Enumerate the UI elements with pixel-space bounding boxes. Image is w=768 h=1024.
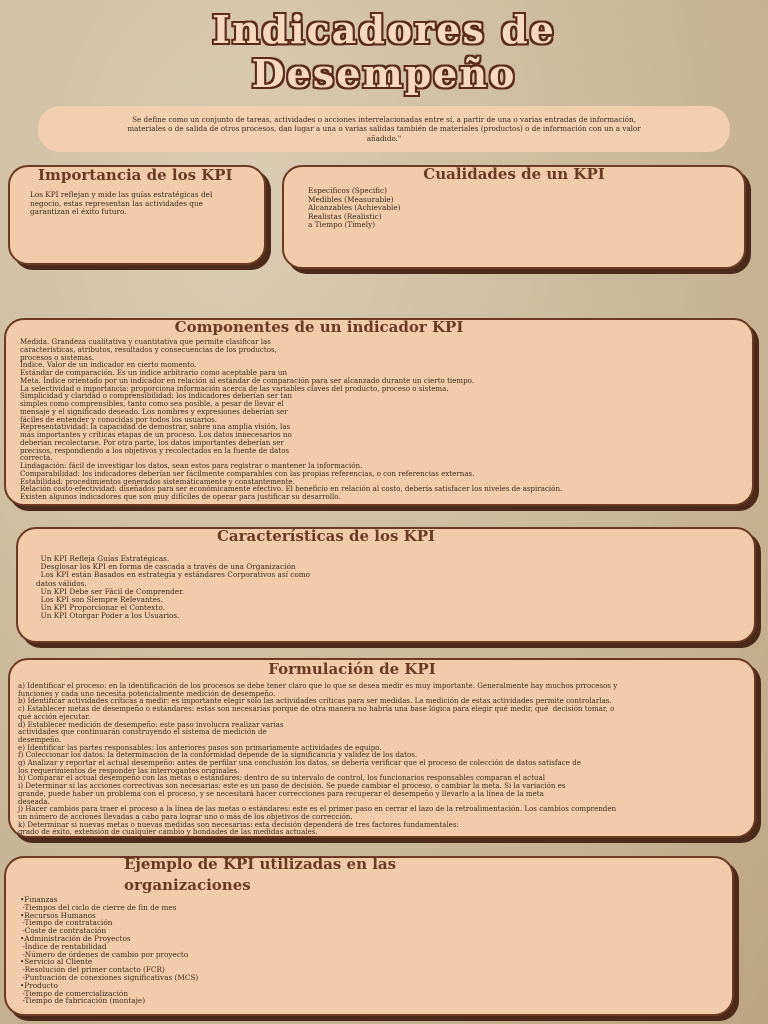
cualidad-item: Medibles (Measurable) xyxy=(308,194,394,204)
title-line-2: Desempeño xyxy=(251,51,517,96)
importancia-box xyxy=(8,165,266,265)
cualidades-list xyxy=(284,183,744,230)
caracteristicas-title: Características de los KPI xyxy=(216,527,436,545)
componente-line: más importantes y críticas etapas de un proceso. Los datos innecesarios no xyxy=(20,430,292,439)
importancia-text: Los KPI reflejan y mide las guías estratégicas del negocio, estas representan las actividades que garantizan el éxito futuro. xyxy=(30,190,213,217)
componentes-title: Componentes de un indicador KPI xyxy=(174,318,464,336)
caracteristica-line: Un KPI Debe ser Fácil de Comprender. xyxy=(36,586,185,596)
componente-line: Relación costo-efectividad: diseñados para ser económicamente efectivo. El beneficio en relación al costo, debería satisfacer los niveles de aspiración. xyxy=(20,484,563,494)
ejemplo-line: •Servicio al Cliente xyxy=(20,957,93,967)
formulacion-line: g) Analizar y reportar el actual desempeño: antes de perfilar una conclusión los datos, se debería verificar que el proceso de colección de datos satisface de xyxy=(18,758,581,768)
ejemplo-line: •Producto xyxy=(20,980,58,990)
ejemplo-line: -Tiempos del ciclo de cierre de fin de mes xyxy=(20,902,177,912)
caracteristica-line: datos válidos. xyxy=(36,578,87,588)
ejemplo-line: •Recursos Humanos xyxy=(20,910,96,920)
formulacion-box xyxy=(8,658,756,838)
ejemplo-line: -Número de órdenes de cambio por proyecto xyxy=(20,949,189,959)
formulacion-line: j) Hacer cambios para traer el proceso a la línea de las metas o estándares: este es el primer paso en cerrar el lazo de la retroalimentación. Los cambios comprenden xyxy=(18,804,617,814)
intro-box xyxy=(38,106,730,152)
ejemplo-line: -Coste de contratación xyxy=(20,926,107,936)
componentes-box xyxy=(4,318,754,506)
formulacion-line: k) Determinar si nuevas metas o nuevas medidas son necesarias: esta decisión dependerá de tres factores fundamentales: xyxy=(18,819,459,829)
formulacion-line: d) Establecer medición de desempeño: este paso involucra realizar varias xyxy=(18,719,284,729)
ejemplo-line: -Índice de rentabilidad xyxy=(20,941,107,951)
formulacion-line: a) Identificar el proceso: en la identificación de los procesos se debe tener claro que lo que se desea medir es muy importante. Generalmente hay muchos prrocesos y xyxy=(18,681,618,690)
caracteristicas-text xyxy=(18,545,754,621)
ejemplo-box xyxy=(4,856,734,1016)
caracteristica-line: Los KPI son Siempre Relevantes. xyxy=(36,595,163,605)
componente-line: características, atributos, resultados y consecuencias de los productos, xyxy=(20,344,277,354)
caracteristica-line: Un KPI Otorgar Poder a los Usuarios. xyxy=(36,611,180,621)
formulacion-line: grado de éxito, extensión de cualquier cambio y bondades de las medidas actuales. xyxy=(18,827,318,837)
formulacion-line: actividades que continuarán construyendo el sistema de medición de xyxy=(18,727,267,737)
intro-text: Se define como un conjunto de tareas, actividades o acciones interrelacionadas entre sí, a partir de una o varias entradas de información, materiales o de salida de otros procesos, dan lugar a una o varias salidas también de materiales (productos) o de información con un a valor añadido." xyxy=(127,114,641,143)
cualidad-item: Realistas (Realistic) xyxy=(308,211,382,221)
componente-line: Existen algunos indicadores que son muy difíciles de operar para justificar su desarrollo. xyxy=(20,492,341,501)
ejemplo-line: -Resolución del primer contacto (FCR) xyxy=(20,965,165,975)
componente-line: fáciles de entender y conocidas por todos los usuarios. xyxy=(20,414,218,424)
ejemplo-line: -Tiempo de fabricación (montaje) xyxy=(20,996,146,1006)
cualidades-title: Cualidades de un KPI xyxy=(423,165,605,183)
formulacion-line: un número de acciones llevadas a cabo para lograr uno o más de los objetivos de corrección. xyxy=(18,811,353,821)
cualidad-item: Específicos (Specific) xyxy=(308,186,387,195)
ejemplo-line: -Tiempo de comercialización xyxy=(20,988,129,998)
componente-line: Medida. Grandeza cualitativa y cuantitativa que permite clasificar las xyxy=(20,337,271,346)
componente-line: Índice. Valor de un indicador en cierto momento. xyxy=(20,360,197,370)
componente-line: simples como comprensibles, tanto como sea posible, a pesar de llevar el xyxy=(20,399,284,408)
componente-line: Representatividad: la capacidad de demostrar, sobre una amplia visión, las xyxy=(20,422,291,432)
ejemplo-line: •Administración de Proyectos xyxy=(20,933,131,943)
page-title xyxy=(0,8,768,96)
formulacion-line: grande, puede haber un problema con el proceso, y se necesitará hacer correcciones para recuperar el desempeño y llevarlo a la línea de la meta xyxy=(18,788,544,798)
formulacion-line: b) Identificar actividades críticas a medir: es importante elegir sólo las actividades críticas para ser medidas. La medición de estas actividades permite controlarlas. xyxy=(18,696,612,706)
caracteristica-line: Desglosar los KPI en forma de cascada a través de una Organización xyxy=(36,562,296,572)
componente-line: La selectividad o importancia: proporciona información acerca de las variables claves del producto, proceso o sistema. xyxy=(20,383,449,393)
componente-line: correcta. xyxy=(20,453,53,463)
formulacion-title: Formulación de KPI xyxy=(268,660,436,678)
importancia-title: Importancia de los KPI xyxy=(38,166,233,184)
formulacion-line: i) Determinar si las acciones correctivas son necesarias: este es un paso de decisión. Se puede cambiar el proceso, o cambiar la meta. Si la variación es xyxy=(18,781,566,791)
formulacion-line: h) Comparar el actual desempeño con las metas o estándares: dentro de su intervalo de control, los funcionarios responsables comparan el actual xyxy=(18,773,545,783)
ejemplo-line: -Tiempo de contratación xyxy=(20,918,113,928)
caracteristica-line: Un KPI Proporcionar el Contexto. xyxy=(36,603,165,613)
componente-line: mensaje y el significado deseado. Los nombres y expresiones deberían ser xyxy=(20,406,288,416)
componente-line: precisos, respondiendo a los objetivos y recolectados en la fuente de datos xyxy=(20,445,289,455)
ejemplo-title-line-2: organizaciones xyxy=(124,876,251,894)
ejemplo-line: -Puntuación de conexiones significativas (MCS) xyxy=(20,972,199,982)
componente-line: Estándar de comparación. Es un índice arbitrario como aceptable para un xyxy=(20,368,288,377)
title-line-1: Indicadores de xyxy=(212,7,556,52)
componente-line: deberían recolectarse. Por otra parte, los datos importantes deberían ser xyxy=(20,437,284,447)
ejemplo-title-line-1: Ejemplo de KPI utilizadas en las xyxy=(124,855,397,873)
componentes-text xyxy=(6,336,752,501)
caracteristica-line: Un KPI Refleja Guías Estratégicas. xyxy=(36,554,170,563)
componente-line: Comparabilidad: los indicadores deberían ser fácilmente comparables con las propias referencias, o con referencias externas. xyxy=(20,468,475,478)
ejemplo-title xyxy=(6,854,732,896)
formulacion-line: c) Establecer metas de desempeño o estándares: estas son necesarias porque de otra manera no habría una base lógica para elegir qué medir, qué decisión tomar, o xyxy=(18,704,615,714)
cualidad-item: Alcanzables (Achievable) xyxy=(308,203,401,213)
formulacion-line: e) Identificar las partes responsables: los anteriores pasos son primariamente actividades de equipo. xyxy=(18,742,382,752)
componente-line: Meta. Índice orientado por un indicador en relación al estándar de comparación para ser alcanzado durante un cierto tiempo. xyxy=(20,375,475,385)
cualidad-item: a Tiempo (Timely) xyxy=(308,220,376,230)
caracteristica-line: Los KPI están Basados en estrategia y estándares Corporativos así como xyxy=(36,570,311,580)
formulacion-line: deseada. xyxy=(18,796,50,806)
cualidades-box xyxy=(282,165,746,269)
componente-line: Lindagación: fácil de investigar los datos, sean estos para registrar o mantener la información. xyxy=(20,461,363,470)
caracteristicas-box xyxy=(16,527,756,643)
formulacion-text xyxy=(10,678,754,836)
componente-line: procesos o sistemas. xyxy=(20,352,95,362)
formulacion-line: los requerimientos de responder las interrogantes originales. xyxy=(18,765,240,775)
formulacion-line: desempeño. xyxy=(18,734,62,744)
formulacion-line: qué acción ejecutar. xyxy=(18,711,91,721)
formulacion-line: f) Coleccionar los datos: la determinación de la conformidad depende de la significancia y validez de los datos. xyxy=(18,750,418,760)
ejemplo-list xyxy=(6,896,732,1005)
componente-line: Simplicidad y claridad o comprensibilidad: los indicadores deberían ser tan xyxy=(20,391,293,401)
componente-line: Estabilidad: procedimientos generados sistemáticamente y constantemente. xyxy=(20,476,295,486)
formulacion-line: funciones y cada uno necesita potencialmente medición de desempeño. xyxy=(18,688,276,698)
ejemplo-line: •Finanzas xyxy=(20,895,58,904)
